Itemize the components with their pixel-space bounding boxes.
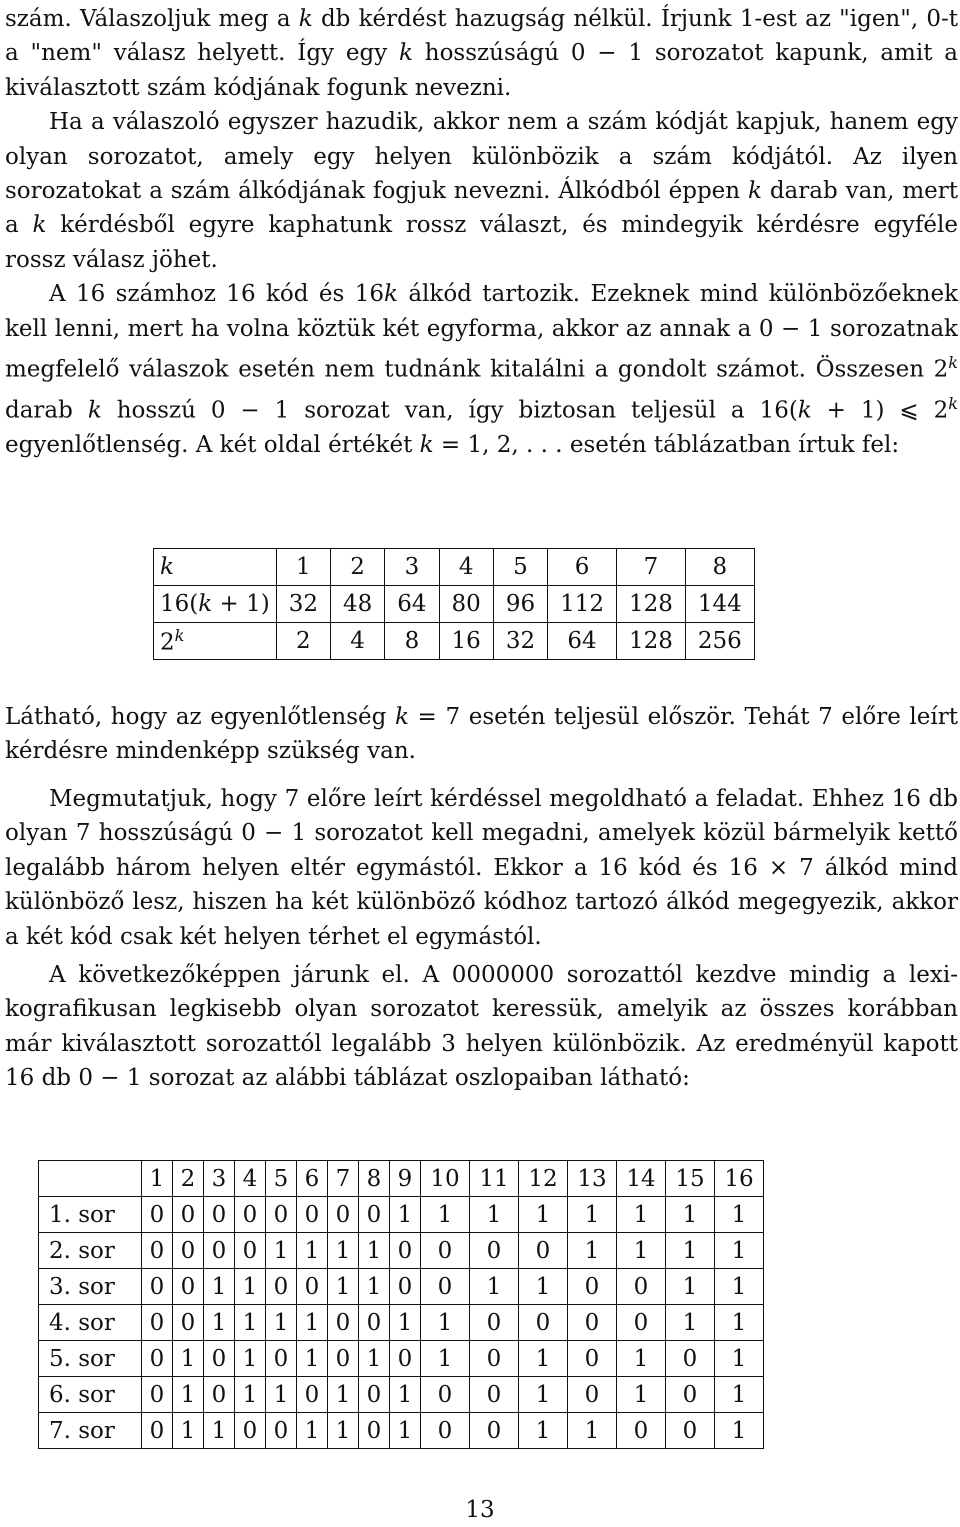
table-cell: 1 — [328, 1233, 359, 1269]
column-header: 6 — [297, 1161, 328, 1197]
table-cell: 1 — [519, 1377, 568, 1413]
table-cell: 1 — [617, 1377, 666, 1413]
table-cell: 1 — [519, 1269, 568, 1305]
table-cell: 0 — [266, 1341, 297, 1377]
table-cell: 0 — [470, 1305, 519, 1341]
table-cell: 0 — [421, 1269, 470, 1305]
table-cell: 0 — [297, 1197, 328, 1233]
row-label: 6. sor — [39, 1377, 142, 1413]
table-row — [154, 549, 755, 586]
table-cell: 0 — [142, 1197, 173, 1233]
column-header: 4 — [235, 1161, 266, 1197]
table-cell: 1 — [666, 1197, 715, 1233]
table-cell: 1 — [390, 1413, 421, 1449]
table-cell: 0 — [142, 1305, 173, 1341]
table-cell: 0 — [666, 1341, 715, 1377]
table-cell: 0 — [617, 1269, 666, 1305]
column-header: 13 — [568, 1161, 617, 1197]
table-cell: 0 — [204, 1341, 235, 1377]
table-row — [39, 1233, 764, 1269]
column-header: 10 — [421, 1161, 470, 1197]
table-cell: 1 — [519, 1197, 568, 1233]
table-cell: 0 — [204, 1197, 235, 1233]
table-cell: 1 — [568, 1197, 617, 1233]
table-cell: 0 — [666, 1377, 715, 1413]
table-cell: 144 — [685, 586, 754, 623]
paragraph-pseudo-code: Ha a válaszoló egyszer hazudik, akkor nem a szám kódját kapjuk, hanem egy olyan sorozatot, amely egy helyen különbözik a szám kódjától. Az ilyen sorozatokat a szám álkódjának fogjuk nevezni. Álkódból éppen k darab van, mert a k kérdésből egyre kaphatunk rossz választ, és mindegyik kérdésre egyféle rossz válasz jöhet. — [5, 109, 958, 273]
table-cell: 1 — [470, 1269, 519, 1305]
column-header: 14 — [617, 1161, 666, 1197]
column-header: 3 — [204, 1161, 235, 1197]
table-cell: 1 — [617, 1233, 666, 1269]
codes-table — [38, 1160, 764, 1449]
table-cell: 1 — [359, 1269, 390, 1305]
inequality-table — [153, 548, 755, 660]
paragraph-k7: Látható, hogy az egyenlőtlenség k = 7 esetén teljesül először. Tehát 7 előre leírt kérdésre mindenképp szükség van. — [5, 704, 958, 765]
table-cell: 1 — [297, 1305, 328, 1341]
table-cell: 1 — [235, 1305, 266, 1341]
table-cell: 32 — [493, 623, 547, 660]
method-block — [5, 958, 958, 1096]
table-cell: 1 — [173, 1377, 204, 1413]
row-label: 2$^k$ — [154, 623, 277, 660]
table-cell: 0 — [266, 1269, 297, 1305]
table-cell: 1 — [276, 549, 330, 586]
column-header: 11 — [470, 1161, 519, 1197]
table-cell: 48 — [330, 586, 384, 623]
table-cell: 0 — [142, 1341, 173, 1377]
table-cell: 0 — [470, 1233, 519, 1269]
table-cell: 1 — [715, 1269, 764, 1305]
table-cell: 0 — [235, 1233, 266, 1269]
table-cell: 1 — [568, 1413, 617, 1449]
conclusion-block — [5, 700, 958, 769]
table-cell: 0 — [235, 1197, 266, 1233]
table-cell: 256 — [685, 623, 754, 660]
table-cell: 7 — [617, 549, 686, 586]
column-header: 15 — [666, 1161, 715, 1197]
table-row — [39, 1377, 764, 1413]
table-cell: 1 — [204, 1269, 235, 1305]
table-row — [39, 1413, 764, 1449]
table-cell: 0 — [142, 1413, 173, 1449]
table-cell: 0 — [173, 1197, 204, 1233]
table-cell: 1 — [390, 1197, 421, 1233]
intro-block — [5, 2, 958, 463]
table-row — [39, 1341, 764, 1377]
table-cell: 1 — [666, 1305, 715, 1341]
header-row — [39, 1161, 764, 1197]
table-cell: 1 — [568, 1233, 617, 1269]
table-row — [39, 1197, 764, 1233]
table-row — [154, 623, 755, 660]
table-cell: 1 — [617, 1197, 666, 1233]
table-cell: 32 — [276, 586, 330, 623]
table-cell: 1 — [328, 1269, 359, 1305]
table-cell: 128 — [617, 623, 686, 660]
table-cell: 1 — [328, 1377, 359, 1413]
table-cell: 0 — [173, 1233, 204, 1269]
paragraph-method: A következőképpen járunk el. A 0000000 sorozattól kezdve mindig a lexikografikusan legkisebb olyan sorozatot keressük, amelyik az összes korábban már kiválasztott sorozattól legalább 3 helyen különbözik. Az eredményül kapott 16 db 0 − 1 sorozat az alábbi táblázat oszlopaiban látható: — [5, 962, 958, 1092]
corner-cell — [39, 1161, 142, 1197]
table-cell: 1 — [359, 1233, 390, 1269]
construction-block — [5, 782, 958, 954]
column-header: 9 — [390, 1161, 421, 1197]
table-cell: 2 — [330, 549, 384, 586]
row-label: k — [154, 549, 277, 586]
table-cell: 0 — [470, 1341, 519, 1377]
table-cell: 1 — [421, 1197, 470, 1233]
page-number: 13 — [465, 1497, 495, 1523]
row-label: 3. sor — [39, 1269, 142, 1305]
table-cell: 0 — [142, 1233, 173, 1269]
table-cell: 1 — [617, 1341, 666, 1377]
table-cell: 0 — [470, 1413, 519, 1449]
table-cell: 0 — [390, 1341, 421, 1377]
table-cell: 4 — [439, 549, 493, 586]
table-cell: 1 — [715, 1413, 764, 1449]
table-cell: 5 — [493, 549, 547, 586]
table-row — [39, 1305, 764, 1341]
table-row — [154, 586, 755, 623]
table-cell: 0 — [359, 1197, 390, 1233]
table-cell: 80 — [439, 586, 493, 623]
table-cell: 0 — [519, 1305, 568, 1341]
table-cell: 3 — [385, 549, 439, 586]
table-cell: 1 — [715, 1377, 764, 1413]
table-cell: 0 — [421, 1413, 470, 1449]
table-cell: 0 — [359, 1305, 390, 1341]
table-cell: 1 — [297, 1413, 328, 1449]
column-header: 12 — [519, 1161, 568, 1197]
table-cell: 1 — [715, 1305, 764, 1341]
column-header: 8 — [359, 1161, 390, 1197]
table-row — [39, 1269, 764, 1305]
table-cell: 0 — [142, 1269, 173, 1305]
table-cell: 0 — [359, 1377, 390, 1413]
table-cell: 0 — [173, 1305, 204, 1341]
table-cell: 1 — [715, 1197, 764, 1233]
table-cell: 0 — [204, 1377, 235, 1413]
table-cell: 0 — [266, 1413, 297, 1449]
table-cell: 1 — [421, 1305, 470, 1341]
table-cell: 1 — [204, 1305, 235, 1341]
table-cell: 0 — [421, 1377, 470, 1413]
table-cell: 0 — [568, 1377, 617, 1413]
table-cell: 1 — [328, 1413, 359, 1449]
column-header: 2 — [173, 1161, 204, 1197]
table-cell: 96 — [493, 586, 547, 623]
table-cell: 64 — [385, 586, 439, 623]
table-cell: 1 — [715, 1341, 764, 1377]
table-cell: 1 — [173, 1413, 204, 1449]
table-cell: 6 — [548, 549, 617, 586]
table-cell: 128 — [617, 586, 686, 623]
table-cell: 1 — [266, 1377, 297, 1413]
table-cell: 0 — [617, 1413, 666, 1449]
table-cell: 1 — [421, 1341, 470, 1377]
row-label: 4. sor — [39, 1305, 142, 1341]
table-cell: 0 — [568, 1269, 617, 1305]
table-cell: 0 — [328, 1341, 359, 1377]
table-cell: 1 — [204, 1413, 235, 1449]
column-header: 16 — [715, 1161, 764, 1197]
table-cell: 1 — [666, 1233, 715, 1269]
table-cell: 0 — [568, 1341, 617, 1377]
table-cell: 0 — [235, 1413, 266, 1449]
row-label: 5. sor — [39, 1341, 142, 1377]
table-cell: 1 — [519, 1413, 568, 1449]
table-cell: 0 — [359, 1413, 390, 1449]
table-cell: 1 — [390, 1377, 421, 1413]
table-cell: 1 — [715, 1233, 764, 1269]
table-cell: 0 — [568, 1305, 617, 1341]
table-cell: 0 — [519, 1233, 568, 1269]
table-cell: 112 — [548, 586, 617, 623]
table-cell: 0 — [266, 1197, 297, 1233]
row-label: 2. sor — [39, 1233, 142, 1269]
row-label: 1. sor — [39, 1197, 142, 1233]
table-cell: 1 — [235, 1269, 266, 1305]
row-label: 7. sor — [39, 1413, 142, 1449]
paragraph-code-definition: szám. Válaszoljuk meg a k db kérdést hazugság nélkül. Írjunk 1-est az "igen", 0-t a "nem" válasz helyett. Így egy k hosszúságú 0 − 1 sorozatot kapunk, amit a kiválasztott szám kódjának fogunk nevezni. — [5, 6, 959, 101]
table-cell: 0 — [666, 1413, 715, 1449]
table-cell: 0 — [297, 1377, 328, 1413]
column-header: 1 — [142, 1161, 173, 1197]
table-cell: 1 — [266, 1233, 297, 1269]
column-header: 7 — [328, 1161, 359, 1197]
table-cell: 1 — [470, 1197, 519, 1233]
table-cell: 0 — [390, 1269, 421, 1305]
table-cell: 0 — [173, 1269, 204, 1305]
table-cell: 0 — [390, 1233, 421, 1269]
paragraph-inequality: A 16 számhoz 16 kód és 16k álkód tartozik. Ezeknek mind különbözőeknek kell lenni, mert ha volna köztük két egyforma, akkor az annak a 0 − 1 sorozatnak megfelelő válaszok esetén nem tudnánk kitalálni a gondolt számot. Összesen 2$^k$ darab k hosszú 0 − 1 sorozat van, így biztosan teljesül a 16(k + 1) ⩽ 2$^k$ egyenlőtlenség. A két oldal értékét k = 1, 2, . . . esetén táblázatban írtuk fel: — [5, 281, 959, 459]
table-cell: 8 — [385, 623, 439, 660]
table-cell: 1 — [359, 1341, 390, 1377]
table-cell: 0 — [204, 1233, 235, 1269]
table-cell: 1 — [235, 1341, 266, 1377]
table-cell: 4 — [330, 623, 384, 660]
table-cell: 0 — [142, 1377, 173, 1413]
table-cell: 0 — [470, 1377, 519, 1413]
table-cell: 0 — [617, 1305, 666, 1341]
table-cell: 1 — [173, 1341, 204, 1377]
table-cell: 1 — [297, 1233, 328, 1269]
paragraph-construction: Megmutatjuk, hogy 7 előre leírt kérdéssel megoldható a feladat. Ehhez 16 db olyan 7 hosszúságú 0 − 1 sorozatot kell megadni, amelyek közül bármelyik kettő legalább három helyen eltér egymástól. Ekkor a 16 kód és 16 × 7 álkód mind különböző lesz, hiszen ha két különböző kódhoz tartozó álkód megegyezik, akkor a két kód csak két helyen térhet el egymástól. — [5, 786, 958, 950]
table-cell: 0 — [421, 1233, 470, 1269]
table-cell: 0 — [328, 1197, 359, 1233]
column-header: 5 — [266, 1161, 297, 1197]
table-cell: 1 — [297, 1341, 328, 1377]
table-cell: 64 — [548, 623, 617, 660]
table-cell: 1 — [519, 1341, 568, 1377]
table-cell: 1 — [235, 1377, 266, 1413]
table-cell: 2 — [276, 623, 330, 660]
table-cell: 8 — [685, 549, 754, 586]
table-cell: 1 — [666, 1269, 715, 1305]
row-label: 16(k + 1) — [154, 586, 277, 623]
table-cell: 0 — [328, 1305, 359, 1341]
table-cell: 16 — [439, 623, 493, 660]
table-cell: 0 — [297, 1269, 328, 1305]
table-cell: 1 — [266, 1305, 297, 1341]
table-cell: 1 — [390, 1305, 421, 1341]
